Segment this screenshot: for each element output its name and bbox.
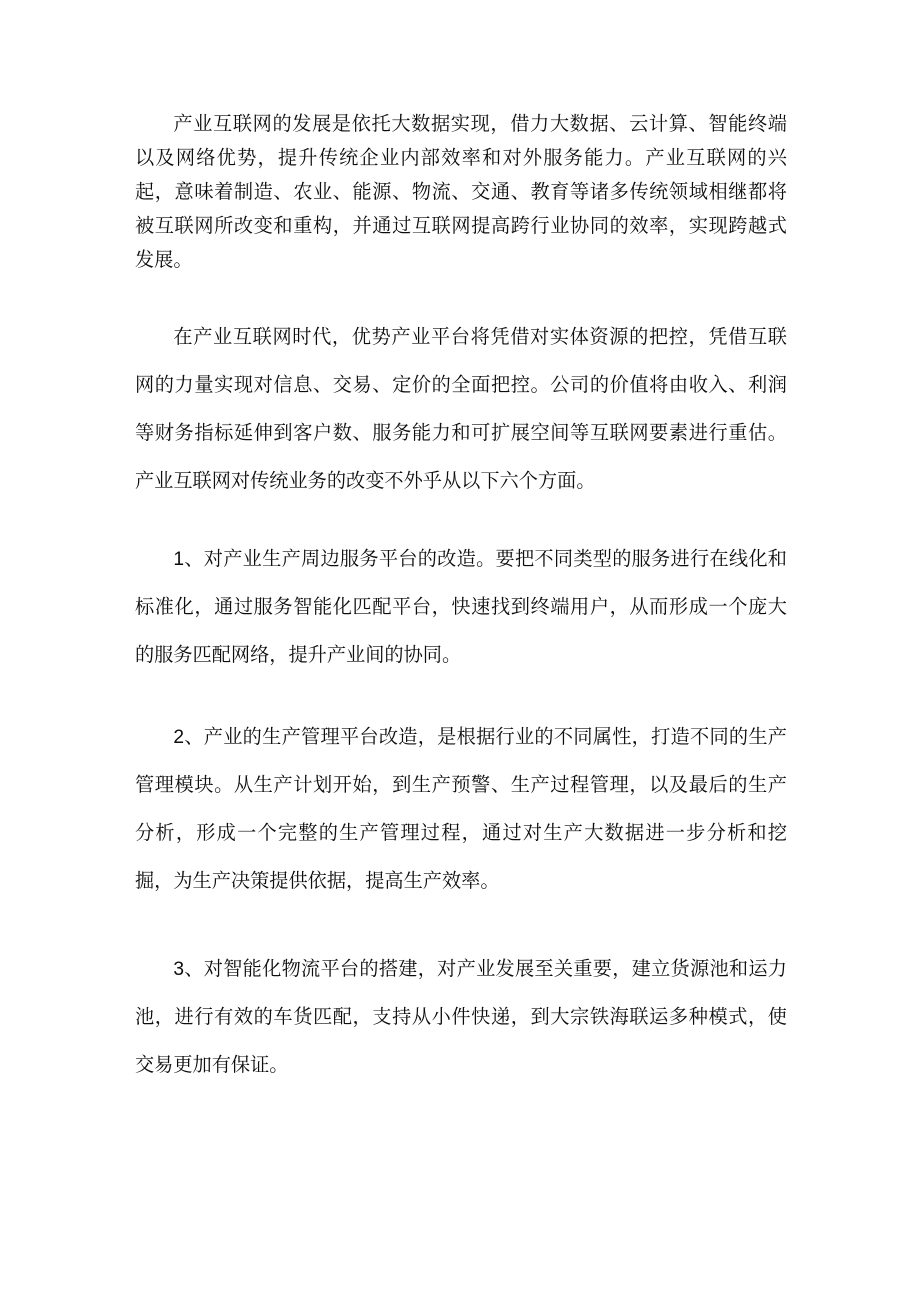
paragraph-intro: 产业互联网的发展是依托大数据实现，借力大数据、云计算、智能终端以及网络优势，提升传统企业内部效率和对外服务能力。产业互联网的兴起，意味着制造、农业、能源、物流、交通、教育等诸多传统领域相继都将被互联网所改变和重构，并通过互联网提高跨行业协同的效率，实现跨越式发展。 bbox=[135, 114, 787, 271]
paragraph-spacer bbox=[135, 278, 787, 314]
paragraph-platform-era: 在产业互联网时代，优势产业平台将凭借对实体资源的把控，凭借互联网的力量实现对信息、交易、定价的全面把控。公司的价值将由收入、利润等财务指标延伸到客户数、服务能力和可扩展空间等互联网要素进行重估。产业互联网对传统业务的改变不外乎从以下六个方面。 bbox=[135, 327, 787, 492]
paragraph-item-2: 2、产业的生产管理平台改造，是根据行业的不同属性，打造不同的生产管理模块。从生产计划开始，到生产预警、生产过程管理，以及最后的生产分析，形成一个完整的生产管理过程，通过对生产大数据进一步分析和挖掘，为生产决策提供依据，提高生产效率。 bbox=[135, 727, 787, 892]
document-text-column bbox=[135, 108, 787, 1090]
paragraph-item-1: 1、对产业生产周边服务平台的改造。要把不同类型的服务进行在线化和标准化，通过服务智能化匹配平台，快速找到终端用户，从而形成一个庞大的服务匹配网络，提升产业间的协同。 bbox=[135, 549, 787, 666]
paragraph-spacer bbox=[135, 506, 787, 536]
paragraph-spacer bbox=[135, 680, 787, 714]
paragraph-item-3: 3、对智能化物流平台的搭建，对产业发展至关重要，建立货源池和运力池，进行有效的车货匹配，支持从小件快递，到大宗铁海联运多种模式，使交易更加有保证。 bbox=[135, 959, 787, 1076]
paragraph-spacer bbox=[135, 906, 787, 946]
